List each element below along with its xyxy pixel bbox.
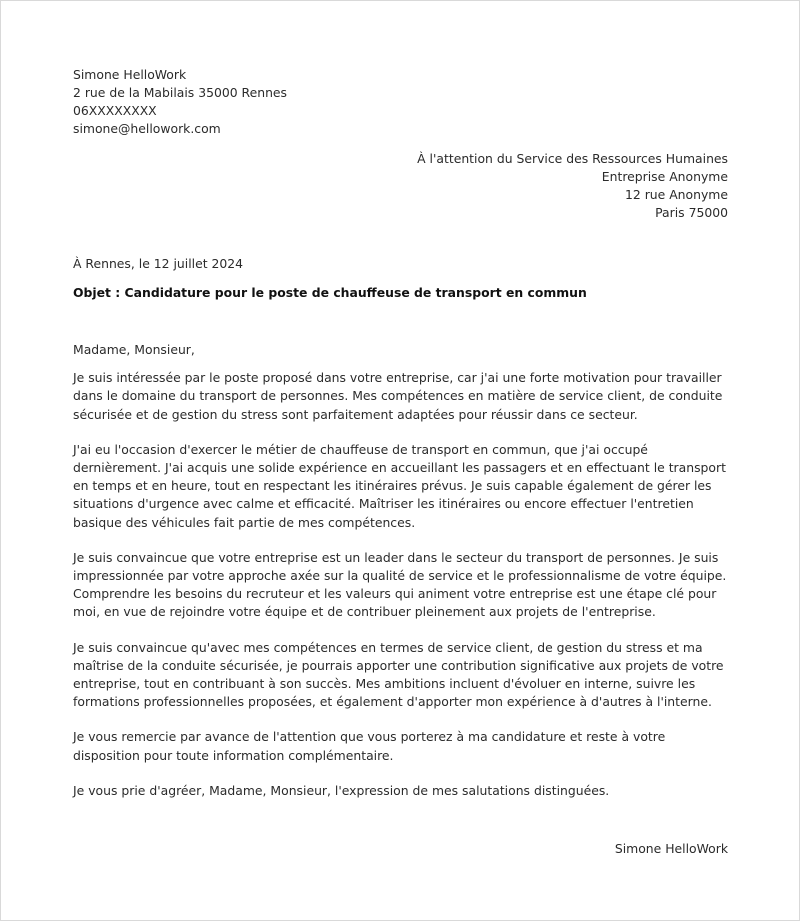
paragraph-motivation: Je suis intéressée par le poste proposé dans votre entreprise, car j'ai une forte motivation pour travailler dans le domaine du transport de personnes. Mes compétences en matière de service client, de conduite sécurisée et de gestion du stress sont parfaitement adaptées pour réussir dans ce secteur. [73,370,723,422]
paragraph-closing: Je vous prie d'agréer, Madame, Monsieur, l'expression de mes salutations distinguées. [73,782,610,798]
recipient-city: Paris 75000 [655,205,728,220]
recipient-attention: À l'attention du Service des Ressources Humaines [417,151,728,166]
sender-name: Simone HelloWork [73,67,187,82]
salutation: Madame, Monsieur, [73,342,195,357]
recipient-company: Entreprise Anonyme [601,169,728,184]
sender-phone: 06XXXXXXXX [73,103,157,118]
signature: Simone HelloWork [614,841,728,856]
letter-body [73,341,733,817]
sender-block [73,66,287,138]
recipient-street: 12 rue Anonyme [624,187,728,202]
sender-address: 2 rue de la Mabilais 35000 Rennes [73,85,288,100]
paragraph-experience: J'ai eu l'occasion d'exercer le métier de chauffeuse de transport en commun, que j'ai occupé dernièrement. J'ai acquis une solide expérience en accueillant les passagers et en effectuant le transport en temps et en heure, tout en respectant les itinéraires prévus. Je suis capable également de gérer les situations d'urgence avec calme et efficacité. Maîtriser les itinéraires ou encore effectuer l'entretien basique des véhicules fait partie de mes compétences. [73,441,726,530]
sender-email: simone@hellowork.com [73,121,221,136]
paragraph-thanks: Je vous remercie par avance de l'attention que vous porterez à ma candidature et reste à votre disposition pour toute information complémentaire. [73,729,666,763]
recipient-block [417,150,728,222]
subject-line: Objet : Candidature pour le poste de chauffeuse de transport en commun [73,285,587,300]
paragraph-contribution: Je suis convaincue qu'avec mes compétences en termes de service client, de gestion du stress et ma maîtrise de la conduite sécurisée, je pourrais apporter une contribution significative aux projets de votre entreprise, tout en contribuant à son succès. Mes ambitions incluent d'évoluer en interne, suivre les formations professionnelles proposées, et également d'apporter mon expérience à d'autres à l'interne. [73,639,724,710]
date-line: À Rennes, le 12 juillet 2024 [73,256,244,271]
paragraph-company: Je suis convaincue que votre entreprise est un leader dans le secteur du transport de personnes. Je suis impressionnée par votre approche axée sur la qualité de service et le professionnalisme de votre équipe. Comprendre les besoins du recruteur et les valeurs qui animent votre entreprise est une étape clé pour moi, en vue de rejoindre votre équipe et de contribuer pleinement aux projets de l'entreprise. [73,549,727,620]
